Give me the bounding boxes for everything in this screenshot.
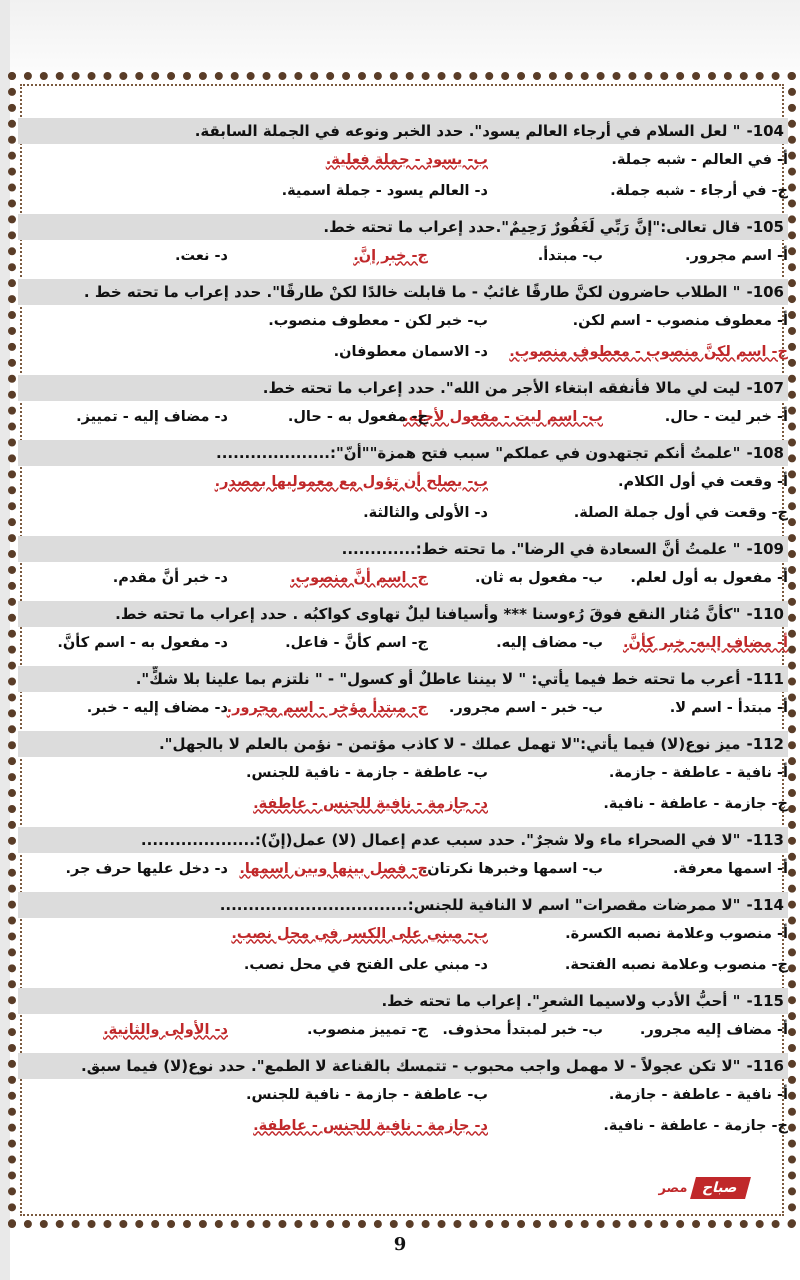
option-c: ج- وقعت في أول جملة الصلة. xyxy=(573,504,788,521)
watermark-logo xyxy=(618,1174,748,1202)
options-row xyxy=(18,692,788,723)
option-c-correct: ج- اسم لكنَّ منصوب - معطوف منصوب. xyxy=(509,343,788,360)
option-d: د- دخل عليها حرف جر. xyxy=(65,860,228,877)
option-c-correct: ج- مبتدأ مؤخر - اسم مجرور. xyxy=(226,699,428,716)
option-d: د- مضاف إليه - خبر. xyxy=(86,699,228,716)
question-number: 116- xyxy=(746,1057,784,1075)
question-number: 109- xyxy=(746,540,784,558)
question-number: 111- xyxy=(746,670,784,688)
option-c: ج- جازمة - عاطفة - نافية. xyxy=(603,795,788,812)
top-margin xyxy=(0,0,800,70)
option-c: ج- جازمة - عاطفة - نافية. xyxy=(603,1117,788,1134)
option-b: ب- خبر لمبتدأ محذوف. xyxy=(442,1021,603,1038)
question-115 xyxy=(18,988,788,1014)
question-text: "لا ممرضات مقصرات" اسم لا النافية للجنس:................................. xyxy=(219,896,741,914)
option-b: ب- خبر - اسم مجرور. xyxy=(448,699,603,716)
option-b-correct: ب- مبني على الكسر في محل نصب. xyxy=(231,925,488,942)
options-row xyxy=(18,562,788,593)
options-row xyxy=(18,305,788,336)
option-c-correct: ج- اسم أنَّ منصوب. xyxy=(290,569,428,586)
option-b-correct: ب- يصلح أن تؤول مع معموليها بمصدر. xyxy=(214,473,488,490)
watermark-box: صباح xyxy=(690,1177,750,1199)
option-a: أ- نافية - عاطفة - جازمة. xyxy=(608,764,788,781)
question-number: 112- xyxy=(746,735,784,753)
option-b: ب- عاطفة - جازمة - نافية للجنس. xyxy=(246,764,488,781)
question-104 xyxy=(18,118,788,144)
option-a: أ- في العالم - شبه جملة. xyxy=(611,151,788,168)
option-a: أ- وقعت في أول الكلام. xyxy=(618,473,788,490)
question-105 xyxy=(18,214,788,240)
option-c-correct: ج- فصل بينها وبين اسمها. xyxy=(239,860,428,877)
question-107 xyxy=(18,375,788,401)
option-a: أ- مفعول به أول لعلم. xyxy=(630,569,788,586)
option-c: ج- منصوب وعلامة نصبه الفتحة. xyxy=(564,956,788,973)
option-c: ج- مفعول به - حال. xyxy=(287,408,428,425)
question-114 xyxy=(18,892,788,918)
options-row xyxy=(18,497,788,528)
options-row xyxy=(18,401,788,432)
question-number: 107- xyxy=(746,379,784,397)
option-d: د- العالم يسود - جملة اسمية. xyxy=(281,182,488,199)
question-106 xyxy=(18,279,788,305)
question-number: 115- xyxy=(746,992,784,1010)
questions-list xyxy=(18,110,788,1141)
question-text: "كأنَّ مُثار النقع فوقَ رُءوسنا *** وأسيافنا ليلٌ تهاوى كواكبُه . حدد إعراب ما تحته خط. xyxy=(115,605,741,623)
question-text: قال تعالى:"إنَّ رَبِّي لَغَفُورٌ رَحِيمٌ".حدد إعراب ما تحته خط. xyxy=(323,218,741,236)
option-c: ج- في أرجاء - شبه جملة. xyxy=(610,182,788,199)
option-d: د- خبر أنَّ مقدم. xyxy=(112,569,228,586)
options-row xyxy=(18,949,788,980)
option-b: ب- مبتدأ. xyxy=(537,247,603,264)
option-c: ج- اسم كأنَّ - فاعل. xyxy=(285,634,428,651)
question-112 xyxy=(18,731,788,757)
option-a: أ- نافية - عاطفة - جازمة. xyxy=(608,1086,788,1103)
question-113 xyxy=(18,827,788,853)
question-text: أعرب ما تحته خط فيما يأتي: " لا بيننا عاطلٌ أو كسول" - " نلتزم بما علينا بلا شكٍّ". xyxy=(135,670,741,688)
option-a: أ- معطوف منصوب - اسم لكن. xyxy=(572,312,788,329)
options-row xyxy=(18,1110,788,1141)
option-d: د- مفعول به - اسم كأنَّ. xyxy=(57,634,228,651)
option-a: أ- مضاف إليه مجرور. xyxy=(639,1021,788,1038)
options-row xyxy=(18,144,788,175)
question-number: 108- xyxy=(746,444,784,462)
option-a: أ- خبر ليت - حال. xyxy=(664,408,788,425)
option-b: ب- اسمها وخبرها نكرتان. xyxy=(421,860,603,877)
option-d-correct: د- جازمة - نافية للجنس - عاطفة. xyxy=(253,1117,488,1134)
options-row xyxy=(18,918,788,949)
options-row xyxy=(18,757,788,788)
question-number: 105- xyxy=(746,218,784,236)
question-text: " لعل السلام في أرجاء العالم يسود". حدد الخبر ونوعه في الجملة السابقة. xyxy=(194,122,741,140)
question-number: 106- xyxy=(746,283,784,301)
options-row xyxy=(18,1014,788,1045)
question-number: 113- xyxy=(746,831,784,849)
option-d: د- مبني على الفتح في محل نصب. xyxy=(243,956,488,973)
question-111 xyxy=(18,666,788,692)
page-number: 9 xyxy=(393,1234,407,1255)
watermark-text: مصر xyxy=(658,1180,688,1196)
question-116 xyxy=(18,1053,788,1079)
option-a: أ- مبتدأ - اسم لا. xyxy=(669,699,788,716)
options-row xyxy=(18,1079,788,1110)
options-row xyxy=(18,853,788,884)
option-d: د- الأولى والثالثة. xyxy=(363,504,488,521)
option-b: ب- مضاف إليه. xyxy=(496,634,603,651)
options-row xyxy=(18,336,788,367)
option-c: ج- تمييز منصوب. xyxy=(307,1021,428,1038)
question-text: "علمتُ أنكم تجتهدون في عملكم" سبب فتح همزة""أنّ":.................... xyxy=(216,444,741,462)
option-a: أ- منصوب وعلامة نصبه الكسرة. xyxy=(565,925,788,942)
option-d-correct: د- الأولى والثانية. xyxy=(103,1021,228,1038)
options-row xyxy=(18,240,788,271)
question-text: " الطلاب حاضرون لكنَّ طارقًا غائبٌ - ما قابلت خالدًا لكنْ طارقًا". حدد إعراب ما تحته خط . xyxy=(83,283,741,301)
question-text: "لا في الصحراء ماء ولا شجرٌ". حدد سبب عدم إعمال (لا) عمل(إنّ):.................... xyxy=(140,831,741,849)
question-108 xyxy=(18,440,788,466)
question-text: ليت لي مالا فأنفقه ابتغاء الأجر من الله". حدد إعراب ما تحته خط. xyxy=(262,379,741,397)
options-row xyxy=(18,175,788,206)
options-row xyxy=(18,788,788,819)
option-b: ب- خبر لكن - معطوف منصوب. xyxy=(268,312,488,329)
option-b: ب- مفعول به ثان. xyxy=(474,569,603,586)
option-d: د- نعت. xyxy=(175,247,228,264)
option-c-correct: ج- خبر إنَّ. xyxy=(353,247,428,264)
question-number: 104- xyxy=(746,122,784,140)
options-row xyxy=(18,466,788,497)
question-text: " علمتُ أنَّ السعادة في الرضا". ما تحته خط:............. xyxy=(341,540,741,558)
option-a: أ- اسمها معرفة. xyxy=(672,860,788,877)
option-a-correct: أ- مضاف إليه- خبر كأنَّ. xyxy=(622,634,788,651)
option-b-correct: ب- اسم ليت - مفعول لأجله. xyxy=(403,408,603,425)
question-number: 110- xyxy=(746,605,784,623)
option-d: د- الاسمان معطوفان. xyxy=(333,343,488,360)
question-text: " أحبُّ الأدب ولاسيما الشعرِ". إعراب ما تحته خط. xyxy=(381,992,741,1010)
question-text: ميز نوع(لا) فيما يأتي:"لا تهمل عملك - لا كاذب مؤتمن - نؤمن بالعلم لا بالجهل". xyxy=(158,735,741,753)
question-110 xyxy=(18,601,788,627)
question-109 xyxy=(18,536,788,562)
option-a: أ- اسم مجرور. xyxy=(684,247,788,264)
question-number: 114- xyxy=(746,896,784,914)
option-b: ب- عاطفة - جازمة - نافية للجنس. xyxy=(246,1086,488,1103)
options-row xyxy=(18,627,788,658)
option-d: د- مضاف إليه - تمييز. xyxy=(76,408,228,425)
option-b-correct: ب- يسود - جملة فعلية. xyxy=(325,151,488,168)
question-text: "لا تكن عجولاً - لا مهمل واجب محبوب - تتمسك بالقناعة لا الطمع". حدد نوع(لا) فيما سبق. xyxy=(81,1057,741,1075)
option-d-correct: د- جازمة - نافية للجنس - عاطفة. xyxy=(253,795,488,812)
